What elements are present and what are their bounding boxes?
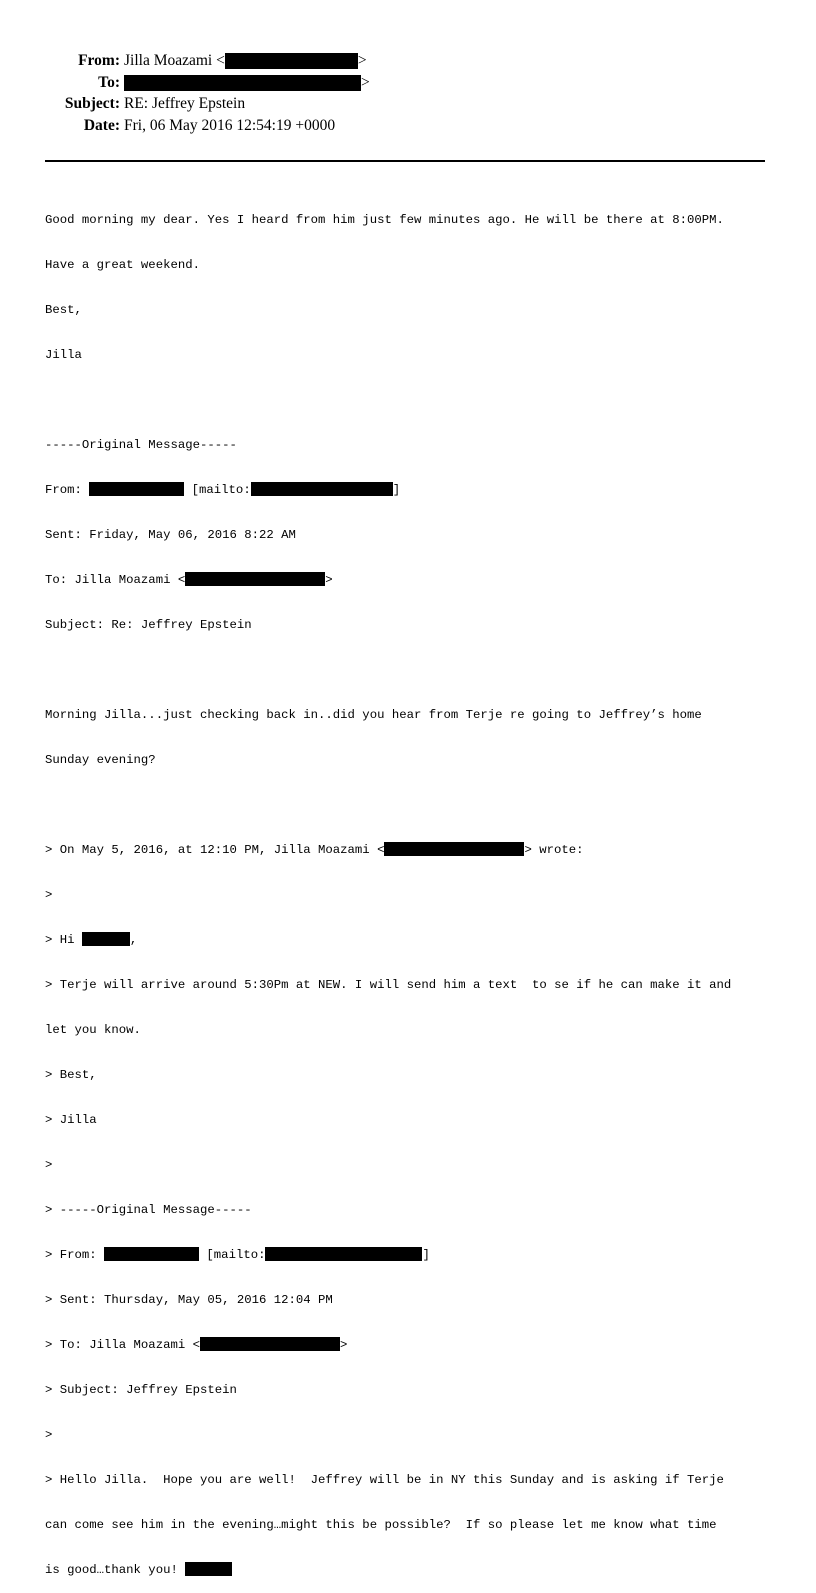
text-segment: > Hi [45, 933, 82, 947]
subject-value: RE: Jeffrey Epstein [124, 95, 246, 112]
text-segment: > wrote: [524, 843, 584, 857]
text-segment: [mailto: [184, 483, 251, 497]
redaction-block [82, 932, 130, 946]
redaction-block [124, 75, 361, 91]
body-line: -----Original Message----- [45, 438, 237, 452]
date-value: Fri, 06 May 2016 12:54:19 +0000 [124, 116, 336, 134]
body-line: > [45, 1428, 53, 1442]
redaction-block [251, 482, 393, 496]
blank-line [45, 798, 775, 813]
date-label: Date: [83, 116, 120, 134]
body-line: Subject: Re: Jeffrey Epstein [45, 618, 252, 632]
from-label: From: [78, 52, 120, 69]
body-line: > Subject: Jeffrey Epstein [45, 1383, 237, 1397]
text-segment: From: [45, 483, 90, 497]
redaction-block [265, 1247, 422, 1261]
body-line [45, 483, 775, 498]
body-line: > Hello Jilla. Hope you are well! Jeffrey will be in NY this Sunday and is asking if Terje [45, 1473, 724, 1487]
redaction-block [200, 1337, 340, 1351]
body-line [45, 933, 775, 948]
text-segment: > [325, 573, 333, 587]
body-line: > -----Original Message----- [45, 1203, 252, 1217]
redaction-block [185, 1562, 232, 1576]
body-line: Best, [45, 303, 82, 317]
text-segment: is good…thank you! [45, 1563, 186, 1577]
body-line: Sent: Friday, May 06, 2016 8:22 AM [45, 528, 296, 542]
redaction-block [185, 572, 325, 586]
blank-line [45, 663, 775, 678]
redaction-block [225, 53, 358, 69]
body-line: > [45, 888, 53, 902]
text-segment: To: Jilla Moazami < [45, 573, 186, 587]
body-line [45, 843, 775, 858]
body-line: Have a great weekend. [45, 258, 200, 272]
body-line: > Sent: Thursday, May 05, 2016 12:04 PM [45, 1293, 333, 1307]
body-line: Sunday evening? [45, 753, 156, 767]
redaction-block [384, 842, 524, 856]
body-line [45, 1248, 775, 1263]
body-line: let you know. [45, 1023, 141, 1037]
body-line: > Jilla [45, 1113, 97, 1127]
text-segment: ] [422, 1248, 430, 1262]
to-close: > [361, 73, 370, 91]
header-divider [45, 160, 765, 162]
body-line: > Best, [45, 1068, 97, 1082]
body-line: Morning Jilla...just checking back in..did you hear from Terje re going to Jeffrey’s home [45, 708, 702, 722]
text-segment: [mailto: [199, 1248, 266, 1262]
subject-label: Subject: [64, 95, 120, 112]
text-segment: , [129, 933, 138, 947]
body-line: > [45, 1158, 53, 1172]
from-name: Jilla Moazami < [124, 52, 225, 69]
from-close: > [357, 52, 367, 69]
body-line: > Terje will arrive around 5:30Pm at NEW. I will send him a text to se if he can make it and [45, 978, 732, 992]
body-line: Good morning my dear. Yes I heard from him just few minutes ago. He will be there at 8:00PM. [45, 213, 724, 227]
text-segment: ] [392, 483, 401, 497]
to-label: To: [98, 73, 120, 91]
text-segment: > From: [45, 1248, 105, 1262]
body-line: Jilla [45, 348, 82, 362]
body-line [45, 1338, 775, 1353]
text-segment: > On May 5, 2016, at 12:10 PM, Jilla Moazami < [45, 843, 385, 857]
blank-line [45, 393, 775, 408]
redaction-block [104, 1247, 199, 1261]
redaction-block [89, 482, 184, 496]
email-body [45, 183, 775, 1593]
text-segment: > [339, 1338, 348, 1352]
body-line [45, 1563, 775, 1578]
text-segment: > To: Jilla Moazami < [45, 1338, 200, 1352]
from-value [124, 52, 367, 70]
body-line [45, 573, 775, 588]
to-value [124, 74, 370, 92]
body-line: can come see him in the evening…might this be possible? If so please let me know what time [45, 1518, 717, 1532]
